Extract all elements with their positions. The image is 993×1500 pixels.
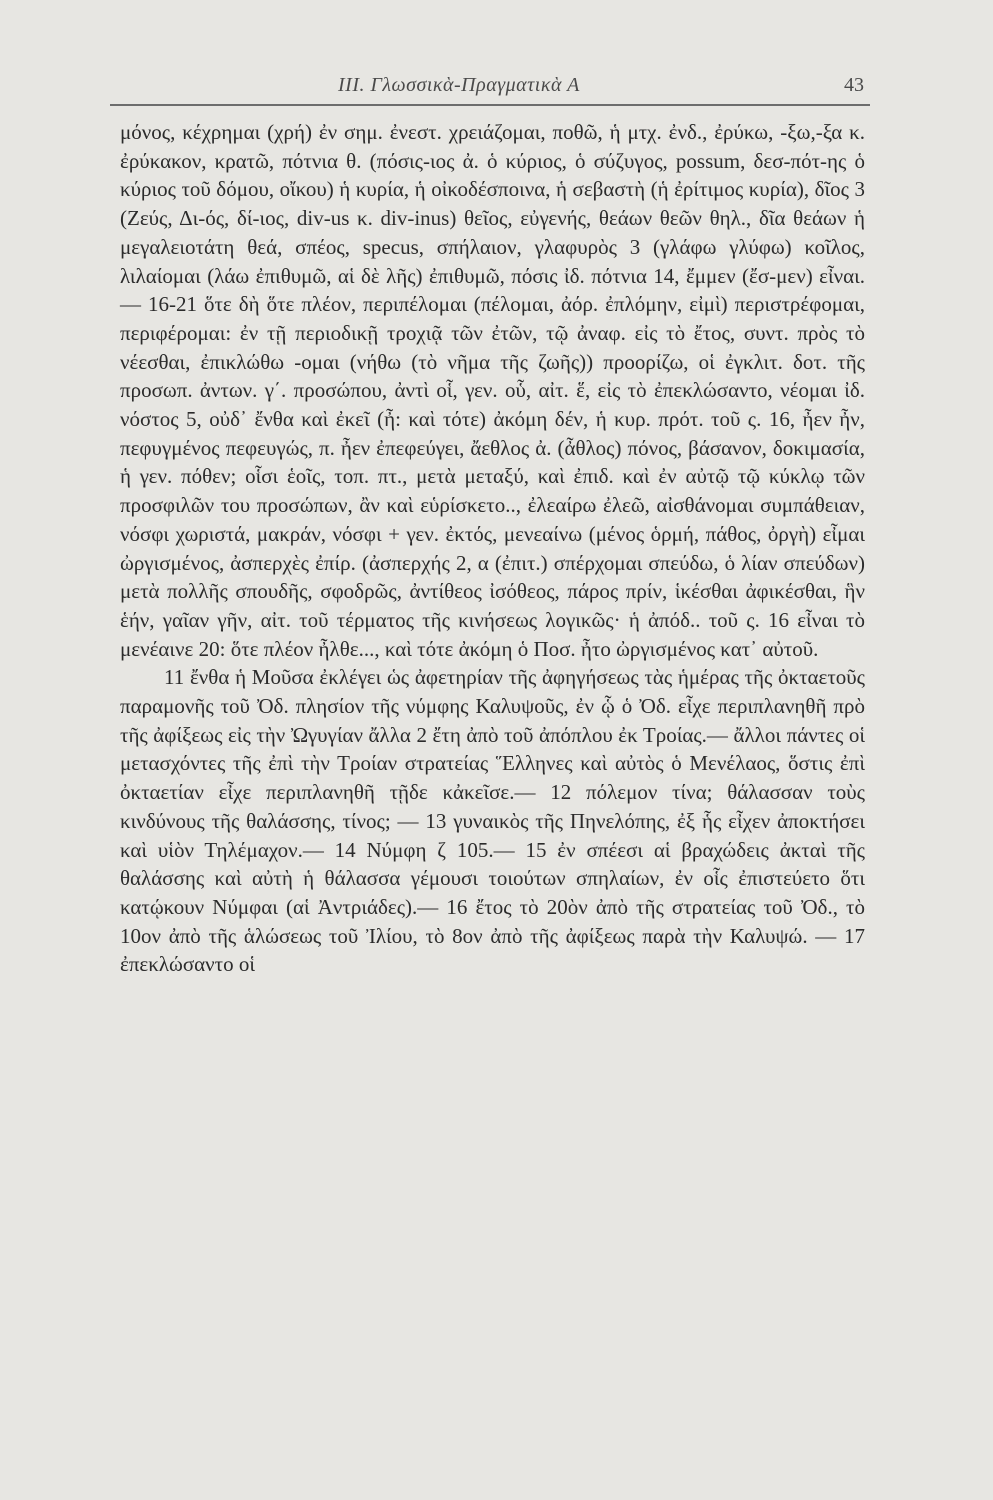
commentary-text: [120, 118, 865, 979]
paragraph-1: μόνος, κέχρημαι (χρή) ἐν σημ. ἐνεστ. χρειάζομαι, ποθῶ, ἡ μτχ. ἐνδ., ἐρύκω, -ξω,-ξα κ. ἐρύκακον, κρατῶ, πότνια θ. (πόσις-ιος ἀ. ὁ κύριος, ὁ σύζυγος, possum, δεσ-πότ-ης ὁ κύριος τοῦ δόμου, οἴκου) ἡ κυρία, ἡ οἰκοδέσποινα, ἡ σεβαστὴ (ἡ ἐρίτιμος κυρία), δῖος 3 (Ζεύς, Δι-ός, δί-ιος, div-us κ. div-inus) θεῖος, εὐγενής, θεάων θεῶν θηλ., δῖα θεάων ἡ μεγαλειοτάτη θεά, σπέος, specus, σπήλαιον, γλαφυρὸς 3 (γλάφω γλύφω) κοῖλος, λιλαίομαι (λάω ἐπιθυμῶ, αἱ δὲ λῆς) ἐπιθυμῶ, πόσις ἰδ. πότνια 14, ἔμμεν (ἔσ-μεν) εἶναι.— 16-21 ὅτε δὴ ὅτε πλέον, περιπέλομαι (πέλομαι, ἀόρ. ἐπλόμην, εἰμὶ) περιστρέφομαι, περιφέρομαι: ἐν τῇ περιοδικῇ τροχιᾷ τῶν ἐτῶν, τῷ ἀναφ. εἰς τὸ ἔτος, συντ. πρὸς τὸ νέεσθαι, ἐπικλώθω -ομαι (νήθω (τὸ νῆμα τῆς ζωῆς)) προορίζω, οἱ ἐγκλιτ. δοτ. τῆς προσωπ. ἀντων. γ΄. προσώπου, ἀντὶ οἷ, γεν. οὗ, αἰτ. ἕ, εἰς τὸ ἐπεκλώσαντο, νέομαι ἰδ. νόστος 5, οὐδ᾽ ἔνθα καὶ ἐκεῖ (ἦ: καὶ τότε) ἀκόμη δέν, ἡ κυρ. πρότ. τοῦ ς. 16, ἦεν ἦν, πεφυγμένος πεφευγώς, π. ἦεν ἐπεφεύγει, ἄεθλος ἀ. (ἆθλος) πόνος, βάσανον, δοκιμασία, ἡ γεν. πόθεν; οἷσι ἑοῖς, τοπ. πτ., μετὰ μεταξύ, καὶ ἐπιδ. καὶ ἐν αὐτῷ τῷ κύκλῳ τῶν προσφιλῶν του προσώπων, ἂν καὶ εὑρίσκετο.., ἐλεαίρω ἐλεῶ, αἰσθάνομαι συμπάθειαν, νόσφι χωριστά, μακράν, νόσφι + γεν. ἐκτός, μενεαίνω (μένος ὁρμή, πάθος, ὀργὴ) εἶμαι ὠργισμένος, ἀσπερχὲς ἐπίρ. (ἀσπερχής 2, α (ἐπιτ.) σπέρχομαι σπεύδω, ὁ λίαν σπεύδων) μετὰ πολλῆς σπουδῆς, σφοδρῶς, ἀντίθεος ἰσόθεος, πάρος πρίν, ἱκέσθαι ἀφικέσθαι, ἣν ἑήν, γαῖαν γῆν, αἰτ. τοῦ τέρματος τῆς κινήσεως λογικῶς· ἡ ἀπόδ.. τοῦ ς. 16 εἶναι τὸ μενέαινε 20: ὅτε πλέον ἦλθε..., καὶ τότε ἀκόμη ὁ Ποσ. ἦτο ὠργισμένος κατ᾽ αὐτοῦ.: [120, 120, 865, 661]
page-number: 43: [844, 74, 864, 96]
running-header: [110, 70, 870, 106]
header-title: III. Γλωσσικὰ-Πραγματικὰ Α: [338, 74, 580, 96]
paragraph-2: 11 ἔνθα ἡ Μοῦσα ἐκλέγει ὡς ἀφετηρίαν τῆς ἀφηγήσεως τὰς ἡμέρας τῆς ὀκταετοῦς παραμονῆς τοῦ Ὀδ. πλησίον τῆς νύμφης Καλυψοῦς, ἐν ᾧ ὁ Ὀδ. εἶχε περιπλανηθῆ πρὸ τῆς ἀφίξεως εἰς τὴν Ὠγυγίαν ἄλλα 2 ἔτη ἀπὸ τοῦ ἀπόπλου ἐκ Τροίας.— ἄλλοι πάντες οἱ μετασχόντες τῆς ἐπὶ τὴν Τροίαν στρατείας Ἕλληνες καὶ αὐτὸς ὁ Μενέλαος, ὅστις ἐπὶ ὀκταετίαν εἶχε περιπλανηθῆ τῇδε κἀκεῖσε.— 12 πόλεμον τίνα; θάλασσαν τοὺς κινδύνους τῆς θαλάσσης, τίνος; — 13 γυναικὸς τῆς Πηνελόπης, ἐξ ἧς εἶχεν ἀποκτήσει καὶ υἱὸν Τηλέμαχον.— 14 Νύμφη ζ 105.— 15 ἐν σπέεσι αἱ βραχώδεις ἀκταὶ τῆς θαλάσσης καὶ αὐτὴ ἡ θάλασσα γέμουσι τοιούτων σπηλαίων, ἐν οἷς ἐπιστεύετο ὅτι κατῴκουν Νύμφαι (αἱ Ἀντριάδες).— 16 ἔτος τὸ 20ὸν ἀπὸ τῆς στρατείας τοῦ Ὀδ., τὸ 10ον ἀπὸ τῆς ἁλώσεως τοῦ Ἰλίου, τὸ 8ον ἀπὸ τῆς ἀφίξεως παρὰ τὴν Καλυψώ. — 17 ἐπεκλώσαντο οἱ: [120, 665, 865, 977]
